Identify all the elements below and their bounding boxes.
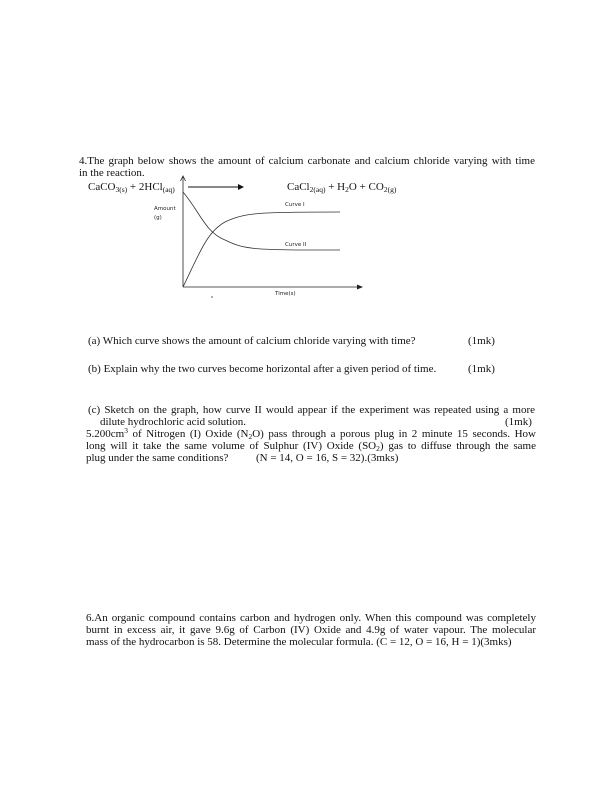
q5-line3b: (N = 14, O = 16, S = 32).(3mks) [256, 452, 399, 464]
q4c-marks: (1mk) [505, 416, 532, 428]
stray-dot [211, 296, 212, 297]
curve-2 [183, 192, 340, 250]
q5-line3a: plug under the same conditions? [86, 452, 229, 464]
plus-sign: + [359, 181, 366, 193]
x-axis-arrow-icon [357, 285, 363, 290]
q4b-text: (b) Explain why the two curves become horizontal after a given period of time. [88, 363, 437, 375]
q4a-marks: (1mk) [468, 335, 495, 347]
curve-1 [183, 212, 340, 287]
q4-intro-line2: in the reaction. [79, 167, 145, 179]
y-axis-label-line1: Amount [154, 206, 176, 212]
q4c-line1: (c) Sketch on the graph, how curve II would appear if the experiment was repeated using a more [88, 404, 535, 416]
q4-intro-line1: 4.The graph below shows the amount of calcium carbonate and calcium chloride varying with time [79, 155, 535, 167]
q6-line1: 6.An organic compound contains carbon and hydrogen only. When this compound was completely [86, 612, 536, 624]
product-cacl2: CaCl$_{2(aq)}$ [287, 181, 326, 194]
q4a-text: (a) Which curve shows the amount of calcium chloride varying with time? [88, 335, 416, 347]
reactant-caco3: CaCO$_{3(s)}$ [88, 181, 128, 194]
y-axis-label-line2: (g) [154, 215, 162, 221]
q4c-line2: dilute hydrochloric acid solution. [100, 416, 247, 428]
x-axis-label: Time(s) [275, 291, 296, 297]
q5-line2: long will it take the same volume of Sulphur (IV) Oxide $(SO_2)$ gas to diffuse through the same [86, 440, 536, 453]
q6-line3: mass of the hydrocarbon is 58. Determine the molecular formula. (C = 12, O = 16, H = 1)(3mks) [86, 636, 512, 648]
product-h2o: $H_2O$ [337, 181, 357, 194]
reaction-graph [145, 172, 370, 302]
plus-sign: + [129, 181, 137, 193]
q4b-marks: (1mk) [468, 363, 495, 375]
curve-2-label: Curve II [285, 242, 307, 248]
q5-line1: $5.200cm^3$ of Nitrogen (I) Oxide $(N_2O)$ pass through a porous plug in 2 minute 15 seconds. How [86, 426, 536, 441]
curve-1-label: Curve I [285, 202, 305, 208]
reactant-hcl: 2HCl$_{(aq)}$ [138, 181, 175, 194]
q6-line2: burnt in excess air, it gave 9.6g of Carbon (IV) Oxide and 4.9g of water vapour. The molecular [86, 624, 536, 636]
product-co2: $CO_{2(g)}$ [368, 181, 397, 194]
plus-sign: + [328, 181, 335, 193]
